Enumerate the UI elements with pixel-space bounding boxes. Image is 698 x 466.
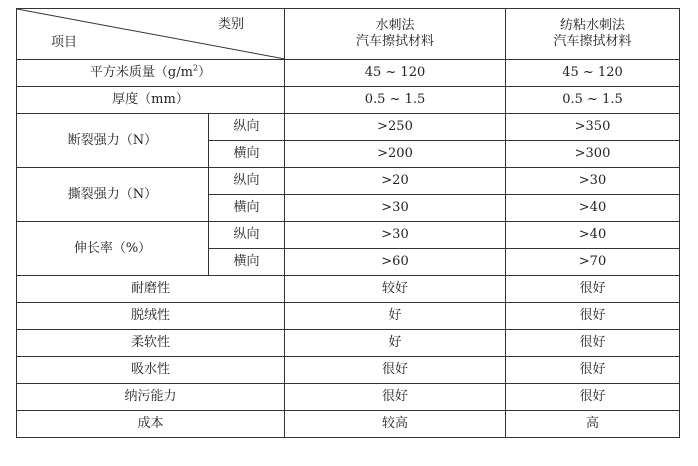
elongation-md-spunbond: >40 [506,222,680,249]
break-md-spunbond: >350 [506,114,680,141]
row-label-cost: 成本 [17,411,285,438]
break-cd-spunbond: >300 [506,141,680,168]
table-row [17,384,680,411]
cost-spunlace: 较高 [285,411,506,438]
sublabel-machine-direction: 纵向 [209,222,285,249]
sublabel-machine-direction: 纵向 [209,114,285,141]
absorbency-spunlace: 很好 [285,357,506,384]
weight-value-spunbond: 45 ~ 120 [506,60,680,87]
column-header-spunlace-line2: 汽车擦拭材料 [355,34,434,49]
table-row [17,222,680,249]
table-row [17,168,680,195]
row-label-lint: 脱绒性 [17,303,285,330]
sublabel-cross-direction: 横向 [209,195,285,222]
row-label-softness: 柔软性 [17,330,285,357]
softness-spunbond: 很好 [506,330,680,357]
lint-spunlace: 好 [285,303,506,330]
row-label-weight [17,60,285,87]
table-row [17,303,680,330]
corner-header-cell [17,9,285,60]
column-header-spunlace [285,9,506,60]
header-row [17,9,680,60]
elongation-md-spunlace: >30 [285,222,506,249]
absorbency-spunbond: 很好 [506,357,680,384]
softness-spunlace: 好 [285,330,506,357]
row-label-dirt-holding: 纳污能力 [17,384,285,411]
row-label-abrasion: 耐磨性 [17,276,285,303]
diagonal-divider [17,9,285,59]
table-row [17,60,680,87]
row-label-absorbency: 吸水性 [17,357,285,384]
table-row [17,276,680,303]
item-label: 项目 [51,35,78,50]
sublabel-cross-direction: 横向 [209,141,285,168]
properties-table [16,8,680,438]
table-row [17,357,680,384]
table-row [17,411,680,438]
thickness-value-spunbond: 0.5 ~ 1.5 [506,87,680,114]
properties-table-container [16,8,680,438]
weight-label-text: 平方米质量（g/m [89,65,193,80]
cost-spunbond: 高 [506,411,680,438]
elongation-cd-spunbond: >70 [506,249,680,276]
table-row [17,87,680,114]
weight-value-spunlace: 45 ~ 120 [285,60,506,87]
tear-md-spunbond: >30 [506,168,680,195]
tear-cd-spunbond: >40 [506,195,680,222]
elongation-cd-spunlace: >60 [285,249,506,276]
category-label: 类别 [217,17,244,32]
dirt-holding-spunlace: 很好 [285,384,506,411]
abrasion-spunlace: 较好 [285,276,506,303]
lint-spunbond: 很好 [506,303,680,330]
dirt-holding-spunbond: 很好 [506,384,680,411]
thickness-value-spunlace: 0.5 ~ 1.5 [285,87,506,114]
table-row [17,114,680,141]
column-header-spunbond-line1: 纺粘水刺法 [559,18,625,33]
row-label-thickness: 厚度（mm） [17,87,285,114]
abrasion-spunbond: 很好 [506,276,680,303]
table-row [17,330,680,357]
break-md-spunlace: >250 [285,114,506,141]
column-header-spunbond-spunlace [506,9,680,60]
row-label-break-strength: 断裂强力（N） [17,114,209,168]
column-header-spunlace-line1: 水刺法 [375,18,415,33]
row-label-elongation: 伸长率（%） [17,222,209,276]
tear-md-spunlace: >20 [285,168,506,195]
weight-label-superscript: 2 [192,63,199,73]
column-header-spunbond-line2: 汽车擦拭材料 [553,34,632,49]
sublabel-cross-direction: 横向 [209,249,285,276]
sublabel-machine-direction: 纵向 [209,168,285,195]
weight-label-close: ） [198,65,212,80]
break-cd-spunlace: >200 [285,141,506,168]
row-label-tear-strength: 撕裂强力（N） [17,168,209,222]
tear-cd-spunlace: >30 [285,195,506,222]
